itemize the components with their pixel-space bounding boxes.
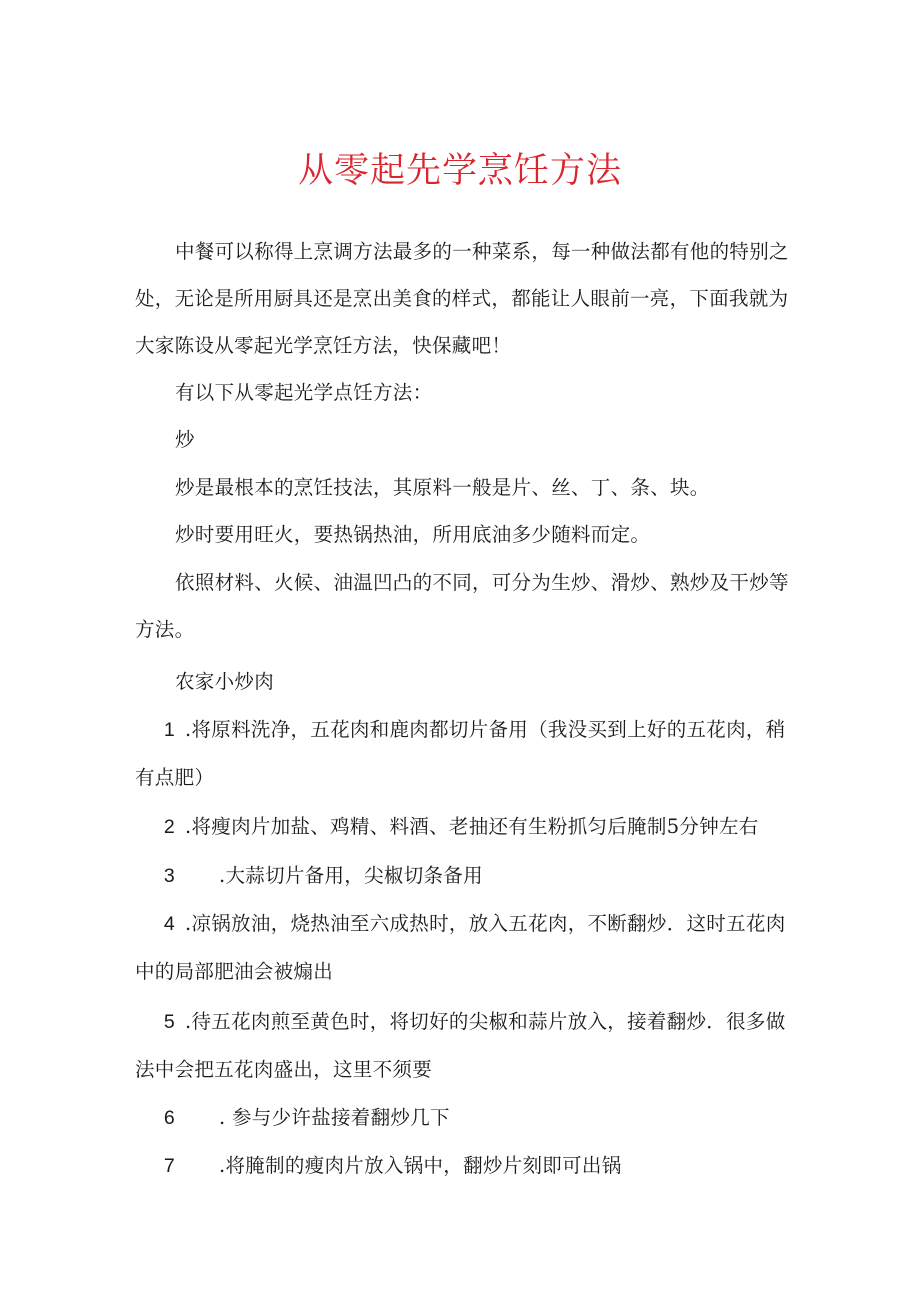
- step-text: .凉锅放油，烧热油至六成热时，放入五花肉，不断翻炒．这时五花肉: [185, 912, 786, 935]
- recipe-step: [135, 998, 795, 1093]
- recipe-step: [135, 706, 795, 801]
- intro-paragraph: 中餐可以称得上烹调方法最多的一种菜系，每一种做法都有他的特别之处，无论是所用厨具还是烹出美食的样式，都能让人眼前一亮，下面我就为大家陈设从零起光学烹饪方法，快保藏吧！: [135, 240, 789, 357]
- definition-paragraph: 炒是最根本的烹饪技法，其原料一般是片、丝、丁、条、块。: [175, 476, 710, 499]
- step-number: 3: [163, 865, 175, 887]
- recipe-step: [135, 803, 795, 851]
- step-text: .大蒜切片备用，尖椒切条备用: [219, 864, 483, 887]
- step-number: 6: [163, 1107, 175, 1129]
- section-heading: 炒: [175, 428, 195, 451]
- step-text: .将瘦肉片加盐、鸡精、料酒、老抽还有生粉抓匀后腌制5分钟左右: [185, 815, 759, 838]
- document-title: 从零起先学烹饪方法: [297, 151, 622, 191]
- step-text: .将腌制的瘦肉片放入锅中，翻炒片刻即可出锅: [219, 1154, 622, 1177]
- step-text: . 参与少许盐接着翻炒几下: [219, 1106, 450, 1129]
- recipe-step: [135, 1094, 795, 1142]
- step-text-continued: 有点肥）: [135, 766, 215, 789]
- lead-paragraph: 有以下从零起光学点饪方法：: [175, 381, 433, 404]
- step-number: 1: [163, 719, 175, 741]
- step-number: 7: [163, 1155, 175, 1177]
- recipe-step: [135, 900, 795, 995]
- step-text: .将原料洗净，五花肉和鹿肉都切片备用（我没买到上好的五花肉，稍: [185, 718, 786, 741]
- recipe-step: [135, 1142, 795, 1190]
- recipe-step: [135, 852, 795, 900]
- step-text-continued: 法中会把五花肉盛出，这里不须要: [135, 1058, 433, 1081]
- step-number: 5: [163, 1011, 175, 1033]
- types-paragraph: 依照材料、火候、油温凹凸的不同，可分为生炒、滑炒、熟炒及干炒等方法。: [135, 571, 789, 641]
- step-number: 4: [163, 913, 175, 935]
- fire-paragraph: 炒时要用旺火，要热锅热油，所用底油多少随料而定。: [175, 523, 651, 546]
- recipe-name: 农家小炒肉: [175, 670, 275, 693]
- step-text-continued: 中的局部肥油会被煽出: [135, 960, 334, 983]
- step-number: 2: [163, 816, 175, 838]
- step-text: .待五花肉煎至黄色时，将切好的尖椒和蒜片放入，接着翻炒．很多做: [185, 1010, 786, 1033]
